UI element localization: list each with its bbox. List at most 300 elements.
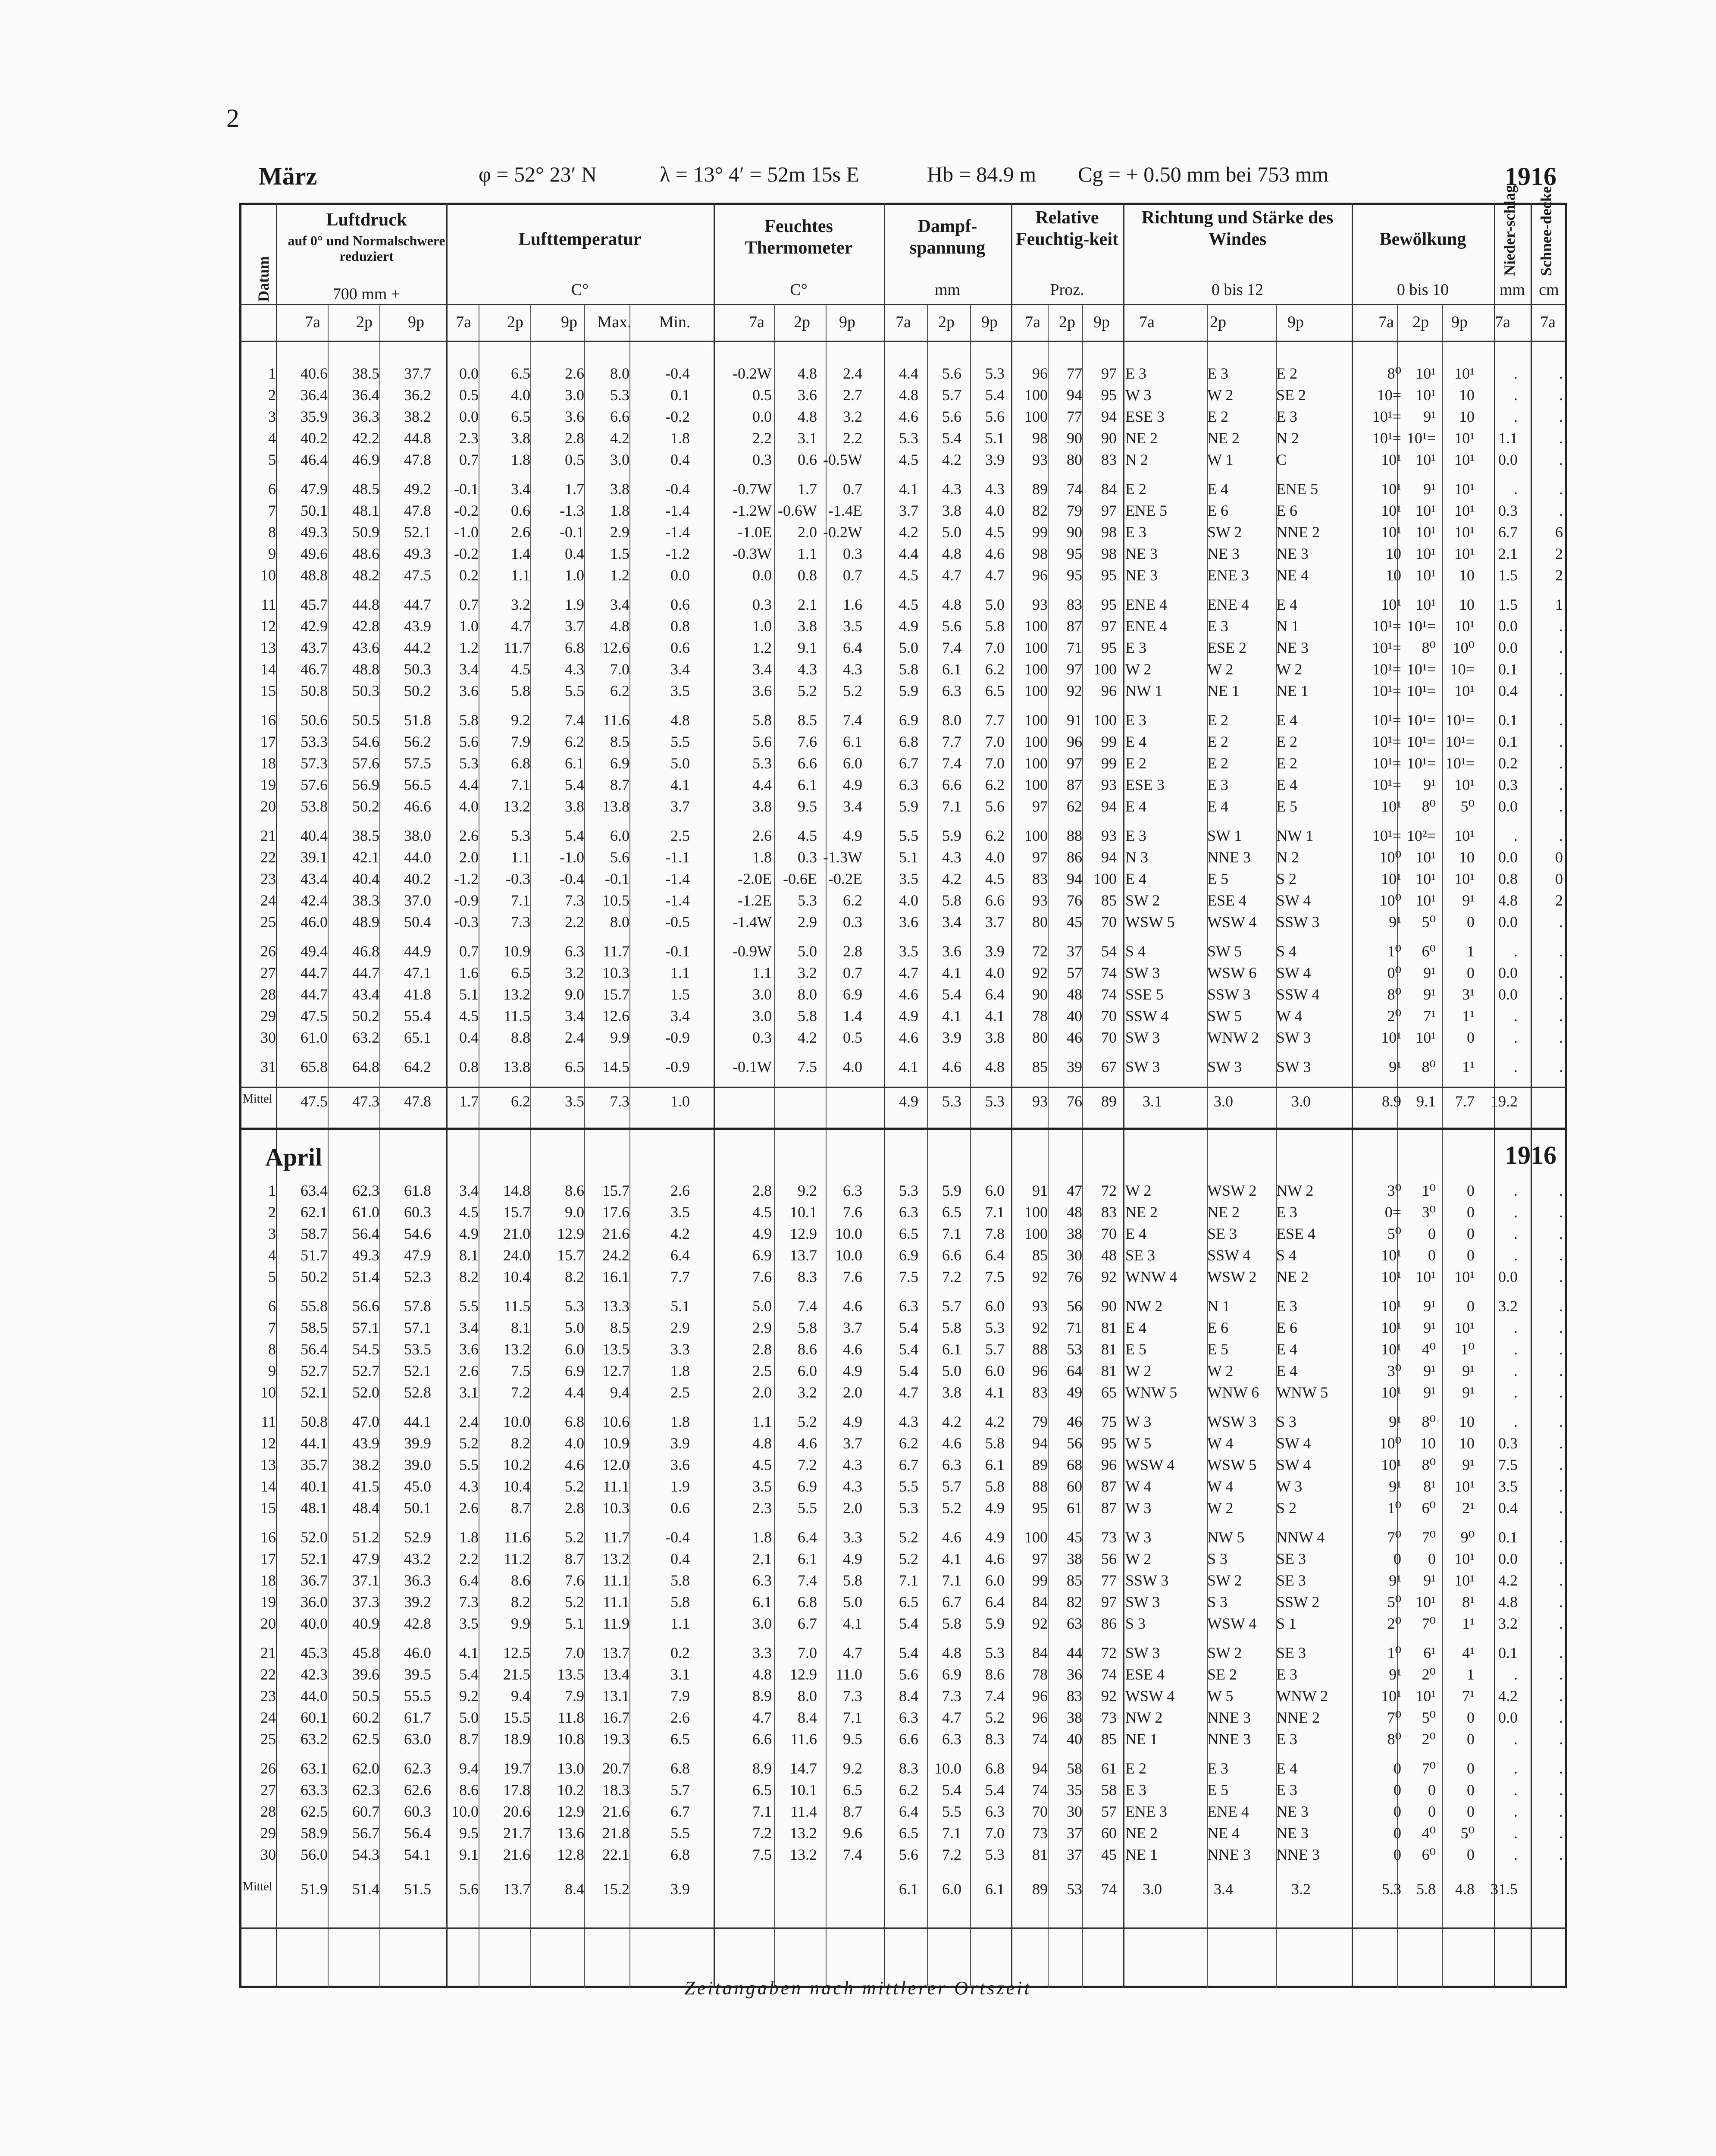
- table-cell: S 4: [1125, 943, 1146, 960]
- table-cell: 10¹: [1454, 682, 1475, 699]
- table-cell: 10¹: [1454, 827, 1475, 844]
- table-cell: 99: [1101, 733, 1117, 750]
- table-cell: 6.9: [899, 711, 918, 729]
- table-cell: SW 2: [1207, 1572, 1242, 1589]
- table-row: [239, 754, 1567, 775]
- table-cell: 13.7: [602, 1644, 629, 1661]
- table-cell: 6.2: [985, 827, 1005, 844]
- table-cell: 7.0: [985, 755, 1005, 772]
- table-cell: 5.2: [798, 1413, 817, 1430]
- table-cell: 8¹: [1423, 1478, 1436, 1495]
- table-cell: 3.7: [843, 1435, 862, 1452]
- table-cell: 10¹: [1454, 502, 1475, 519]
- table-cell: 8⁰: [1387, 365, 1401, 382]
- table-cell: 6.0: [798, 1362, 817, 1379]
- table-cell: E 4: [1276, 596, 1297, 613]
- table-cell: .: [1559, 1225, 1563, 1242]
- table-cell: 16.1: [602, 1268, 629, 1285]
- table-cell: 58: [1067, 1760, 1082, 1777]
- row-date: 12: [260, 617, 276, 635]
- table-cell: 95: [1101, 567, 1117, 584]
- table-cell: E 3: [1125, 639, 1146, 656]
- table-cell: 99: [1032, 523, 1048, 541]
- table-cell: 90: [1067, 523, 1082, 541]
- table-cell: 45: [1101, 1846, 1117, 1863]
- table-cell: 4.6: [985, 545, 1005, 562]
- table-cell: 2.9: [798, 913, 817, 931]
- table-cell: 0.3: [843, 913, 862, 931]
- mittel-label: Mittel: [243, 1880, 272, 1893]
- table-cell: 1.9: [670, 1478, 690, 1495]
- table-cell: 6.1: [985, 1456, 1005, 1473]
- table-cell: 7.5: [899, 1268, 918, 1285]
- table-cell: 5.3: [985, 1846, 1005, 1863]
- table-cell: 44.7: [352, 964, 379, 981]
- table-cell: 5.8: [942, 1319, 961, 1336]
- table-cell: 6.1: [798, 776, 817, 793]
- table-cell: 4⁰: [1422, 1341, 1436, 1358]
- table-cell: 56.5: [404, 776, 431, 793]
- table-row: [239, 566, 1567, 587]
- table-cell: 100: [1024, 408, 1048, 425]
- table-cell: 9.0: [565, 986, 584, 1003]
- table-cell: 10¹: [1454, 870, 1475, 887]
- table-cell: 79: [1067, 502, 1082, 519]
- table-cell: 47.1: [404, 964, 431, 981]
- table-cell: 10¹: [1415, 451, 1436, 468]
- table-cell: E 5: [1207, 1341, 1228, 1358]
- table-cell: SW 3: [1276, 1029, 1311, 1046]
- row-date: 28: [260, 1803, 276, 1820]
- table-cell: 8.5: [798, 711, 817, 729]
- table-cell: 3.4: [752, 661, 772, 678]
- table-cell: 0.3: [1498, 502, 1518, 519]
- table-cell: -1.1: [665, 849, 690, 866]
- table-cell: 1¹: [1462, 1058, 1475, 1075]
- table-cell: 9¹: [1462, 1384, 1475, 1401]
- table-cell: 55.8: [301, 1297, 328, 1315]
- table-cell: 11.2: [504, 1550, 530, 1567]
- table-cell: 84: [1101, 480, 1117, 498]
- footer-note: Zeitangaben nach mittlerer Ortszeit: [684, 1977, 1032, 1999]
- table-cell: 1.5: [610, 545, 629, 562]
- table-cell: 4.6: [942, 1435, 961, 1452]
- table-cell: 5.2: [565, 1529, 584, 1546]
- table-cell: 44.2: [404, 639, 431, 656]
- table-cell: .: [1514, 827, 1518, 844]
- table-cell: 96: [1032, 365, 1048, 382]
- table-cell: 51.8: [404, 711, 431, 729]
- table-cell: 5⁰: [1422, 913, 1436, 931]
- table-cell: 0.0: [752, 567, 772, 584]
- table-cell: 85: [1101, 1730, 1117, 1748]
- table-cell: 46.8: [352, 943, 379, 960]
- station-height: Hb = 84.9 m: [927, 162, 1036, 186]
- table-cell: 10¹: [1381, 1029, 1401, 1046]
- table-cell: 4.1: [459, 1644, 479, 1661]
- table-cell: SW 2: [1207, 523, 1242, 541]
- table-cell: 9¹: [1423, 986, 1436, 1003]
- table-cell: 4.8: [899, 386, 918, 404]
- table-cell: NW 2: [1125, 1297, 1163, 1315]
- table-cell: -0.2: [454, 545, 479, 562]
- table-cell: 2.6: [670, 1709, 690, 1726]
- row-date: 9: [268, 1362, 276, 1379]
- table-row: [239, 1781, 1567, 1802]
- table-row: [239, 1007, 1567, 1028]
- table-cell: 4.1: [899, 480, 918, 498]
- table-cell: -1.0: [560, 849, 584, 866]
- table-cell: 1.6: [459, 964, 479, 981]
- table-cell: 4.5: [985, 523, 1005, 541]
- table-cell: 85: [1032, 1247, 1048, 1264]
- table-row: [239, 639, 1567, 659]
- table-cell: .: [1559, 1203, 1563, 1221]
- table-cell: 80: [1067, 451, 1082, 468]
- table-cell: 6.1: [942, 1341, 961, 1358]
- table-cell: 4.1: [899, 1058, 918, 1075]
- table-cell: 1.7: [565, 480, 584, 498]
- table-cell: 1.2: [610, 567, 629, 584]
- table-cell: WSW 2: [1207, 1182, 1257, 1199]
- row-date: 27: [260, 964, 276, 981]
- table-cell: .: [1559, 1247, 1563, 1264]
- table-cell: 1.8: [459, 1529, 479, 1546]
- table-cell: 0.3: [752, 596, 772, 613]
- table-cell: 5.8: [942, 1615, 961, 1632]
- table-cell: 10.9: [602, 1435, 629, 1452]
- table-cell: 72: [1032, 943, 1048, 960]
- mittel-cell: 5.3: [942, 1093, 961, 1110]
- table-cell: 7.9: [565, 1687, 584, 1705]
- table-cell: 5.4: [899, 1319, 918, 1336]
- table-cell: 43.7: [301, 639, 328, 656]
- table-cell: SSW 4: [1125, 1007, 1169, 1025]
- table-cell: 0.0: [1498, 1709, 1518, 1726]
- table-cell: 8.4: [798, 1709, 817, 1726]
- table-cell: .: [1514, 1730, 1518, 1748]
- table-cell: 48: [1101, 1247, 1117, 1264]
- table-cell: 2.0: [459, 849, 479, 866]
- table-cell: 3.0: [752, 1615, 772, 1632]
- table-cell: 10.0: [835, 1247, 862, 1264]
- table-cell: 2.6: [565, 365, 584, 382]
- table-cell: 10¹: [1381, 870, 1401, 887]
- page-number: 2: [226, 104, 239, 132]
- table-cell: 48.9: [352, 913, 379, 931]
- table-row: [239, 711, 1567, 732]
- table-cell: 46.7: [301, 661, 328, 678]
- table-cell: 4.7: [985, 567, 1005, 584]
- mittel-cell: 51.5: [404, 1880, 431, 1898]
- subheader-cell: 2p: [507, 313, 523, 331]
- table-cell: 62.5: [352, 1730, 379, 1748]
- table-cell: S 3: [1207, 1550, 1228, 1567]
- table-cell: 10¹: [1415, 892, 1436, 909]
- table-cell: .: [1559, 1058, 1563, 1075]
- table-cell: 10¹: [1454, 451, 1475, 468]
- table-cell: 13.8: [602, 798, 629, 815]
- table-cell: 8⁰: [1422, 639, 1436, 656]
- table-cell: 42.4: [301, 892, 328, 909]
- table-cell: 9¹: [1423, 1362, 1436, 1379]
- table-cell: 4.0: [985, 964, 1005, 981]
- table-cell: 90: [1032, 986, 1048, 1003]
- table-cell: 21.6: [602, 1225, 629, 1242]
- subheader-cell: 2p: [1210, 313, 1226, 331]
- table-cell: 89: [1032, 480, 1048, 498]
- table-cell: 63.2: [352, 1029, 379, 1046]
- table-cell: 1.5: [1498, 596, 1518, 613]
- table-cell: 38.2: [404, 408, 431, 425]
- table-cell: 6.2: [899, 1435, 918, 1452]
- table-cell: 1.5: [670, 986, 690, 1003]
- table-cell: 10¹: [1454, 365, 1475, 382]
- col-wind-unit: 0 bis 12: [1211, 281, 1264, 299]
- table-cell: 3.6: [565, 408, 584, 425]
- table-cell: NE 2: [1207, 429, 1240, 447]
- table-cell: 3.6: [459, 1341, 479, 1358]
- table-cell: 7.6: [843, 1268, 862, 1285]
- table-cell: -0.2: [454, 502, 479, 519]
- table-cell: 2⁰: [1387, 1007, 1401, 1025]
- table-cell: 63.3: [301, 1781, 328, 1799]
- table-cell: 37.7: [404, 365, 431, 382]
- table-cell: 8⁰: [1422, 798, 1436, 815]
- table-cell: 1⁰: [1387, 1499, 1401, 1517]
- table-cell: 10.1: [790, 1781, 817, 1799]
- table-cell: 2.5: [670, 1384, 690, 1401]
- row-divider: [239, 1927, 1567, 1929]
- table-cell: WNW 5: [1276, 1384, 1328, 1401]
- table-cell: 15.7: [503, 1203, 530, 1221]
- table-cell: 50.5: [352, 1687, 379, 1705]
- table-cell: 100: [1024, 827, 1048, 844]
- table-cell: 10.0: [835, 1225, 862, 1242]
- table-cell: 3.9: [985, 451, 1005, 468]
- table-cell: 0.0: [1498, 1550, 1518, 1567]
- table-cell: 6.8: [985, 1760, 1005, 1777]
- table-cell: 10.4: [503, 1478, 530, 1495]
- table-cell: .: [1514, 1362, 1518, 1379]
- table-cell: 6.6: [942, 776, 961, 793]
- table-cell: 4.9: [843, 1550, 862, 1567]
- mittel-cell: 7.7: [1455, 1093, 1475, 1110]
- table-cell: 0.4: [670, 1550, 690, 1567]
- table-cell: 56.0: [301, 1846, 328, 1863]
- table-cell: -1.4E: [828, 502, 862, 519]
- table-cell: 6.4: [459, 1572, 479, 1589]
- table-cell: 46.4: [301, 451, 328, 468]
- table-cell: 10¹: [1415, 386, 1436, 404]
- table-cell: 46: [1067, 1413, 1082, 1430]
- mittel-cell: 3.5: [565, 1093, 584, 1110]
- subheader-cell: 7a: [749, 313, 764, 331]
- table-cell: 2.6: [459, 1499, 479, 1517]
- table-cell: 3.7: [985, 913, 1005, 931]
- table-cell: 0: [1555, 849, 1563, 866]
- mittel-cell: 3.2: [1291, 1880, 1311, 1898]
- table-cell: 6.3: [899, 1709, 918, 1726]
- row-date: 11: [261, 1413, 276, 1430]
- table-cell: 4.2: [1498, 1572, 1518, 1589]
- table-cell: 52.0: [301, 1529, 328, 1546]
- table-cell: E 3: [1125, 365, 1146, 382]
- table-cell: 7.1: [899, 1572, 918, 1589]
- table-cell: 60: [1067, 1478, 1082, 1495]
- table-cell: 10¹: [1381, 1384, 1401, 1401]
- table-cell: SE 2: [1276, 386, 1306, 404]
- table-cell: .: [1559, 1007, 1563, 1025]
- table-cell: 1.2: [459, 639, 479, 656]
- table-cell: SW 3: [1207, 1058, 1242, 1075]
- table-cell: 3.2: [1498, 1297, 1518, 1315]
- table-cell: 5.3: [511, 827, 530, 844]
- table-cell: 4.4: [899, 545, 918, 562]
- table-cell: 10¹: [1381, 523, 1401, 541]
- col-luftdruck-unit: 700 mm +: [332, 285, 401, 303]
- row-divider: [239, 1087, 1567, 1088]
- table-cell: 54.6: [404, 1225, 431, 1242]
- table-cell: 4.2: [985, 1413, 1005, 1430]
- table-cell: 92: [1101, 1687, 1117, 1705]
- table-cell: 8.2: [511, 1435, 530, 1452]
- table-cell: 10¹: [1454, 545, 1475, 562]
- table-cell: 7¹: [1423, 1007, 1436, 1025]
- table-cell: 47.5: [301, 1007, 328, 1025]
- table-cell: 0⁰: [1387, 964, 1401, 981]
- table-cell: 9¹: [1423, 1297, 1436, 1315]
- table-cell: 0.7: [843, 567, 862, 584]
- table-cell: 8.1: [511, 1319, 530, 1336]
- table-cell: 52.1: [404, 523, 431, 541]
- table-cell: 52.7: [352, 1362, 379, 1379]
- table-cell: 36.0: [301, 1593, 328, 1611]
- row-date: 18: [260, 755, 276, 772]
- table-cell: 4.1: [843, 1615, 862, 1632]
- table-cell: .: [1559, 1644, 1563, 1661]
- table-cell: SE 2: [1207, 1666, 1237, 1683]
- table-cell: SW 3: [1125, 1058, 1160, 1075]
- table-cell: 5.4: [899, 1644, 918, 1661]
- table-cell: 10¹: [1454, 1478, 1475, 1495]
- table-cell: 94: [1032, 1760, 1048, 1777]
- table-cell: 60.2: [352, 1709, 379, 1726]
- table-cell: 1.8: [670, 429, 690, 447]
- table-cell: 44.7: [404, 596, 431, 613]
- table-cell: 62.0: [352, 1760, 379, 1777]
- table-cell: 36.7: [301, 1572, 328, 1589]
- table-cell: 4.5: [752, 1456, 772, 1473]
- table-cell: 0: [1393, 1803, 1401, 1820]
- table-cell: 43.4: [352, 986, 379, 1003]
- col-wind: Richtung und Stärke des Windes: [1141, 208, 1334, 249]
- table-cell: 10¹=: [1406, 733, 1436, 750]
- table-cell: 4.2: [942, 451, 961, 468]
- table-cell: 40: [1067, 1007, 1082, 1025]
- table-cell: WSW 4: [1207, 1615, 1257, 1632]
- table-cell: 51.4: [352, 1268, 379, 1285]
- row-date: 26: [260, 943, 276, 960]
- table-cell: 0.0: [1498, 451, 1518, 468]
- table-cell: E 4: [1276, 776, 1297, 793]
- table-cell: 10¹: [1454, 429, 1475, 447]
- table-cell: .: [1559, 480, 1563, 498]
- table-cell: 10: [1459, 408, 1475, 425]
- table-cell: 6.8: [670, 1760, 690, 1777]
- table-cell: 2.4: [565, 1029, 584, 1046]
- table-cell: 6.4: [985, 1593, 1005, 1611]
- table-cell: 0=: [1384, 1203, 1401, 1221]
- table-cell: 100: [1024, 1203, 1048, 1221]
- row-date: 19: [260, 776, 276, 793]
- table-cell: 19.3: [602, 1730, 629, 1748]
- table-cell: 10¹: [1381, 1297, 1401, 1315]
- table-cell: NE 2: [1125, 429, 1158, 447]
- table-cell: 94: [1067, 870, 1082, 887]
- table-row: [239, 364, 1567, 385]
- table-cell: 41.8: [404, 986, 431, 1003]
- table-cell: 5.7: [670, 1781, 690, 1799]
- table-cell: WNW 2: [1207, 1029, 1259, 1046]
- table-cell: 89: [1032, 1456, 1048, 1473]
- table-cell: 86: [1101, 1615, 1117, 1632]
- table-cell: 44.0: [301, 1687, 328, 1705]
- table-cell: ENE 4: [1207, 596, 1249, 613]
- table-cell: WNW 6: [1207, 1384, 1259, 1401]
- table-cell: 6.6: [899, 1730, 918, 1748]
- table-cell: 4.6: [942, 1058, 961, 1075]
- table-cell: 10¹: [1415, 849, 1436, 866]
- mittel-cell: 31.5: [1491, 1880, 1518, 1898]
- table-cell: 79: [1032, 1413, 1048, 1430]
- table-cell: 0.4: [459, 1029, 479, 1046]
- table-cell: 0.0: [459, 365, 479, 382]
- table-cell: 11.1: [603, 1593, 629, 1611]
- table-cell: 77: [1067, 408, 1082, 425]
- table-cell: 4.6: [899, 408, 918, 425]
- table-cell: W 3: [1125, 386, 1152, 404]
- table-cell: 5.3: [752, 755, 772, 772]
- table-cell: 45.7: [301, 596, 328, 613]
- table-cell: 4.4: [752, 776, 772, 793]
- table-cell: 40.4: [301, 827, 328, 844]
- table-cell: 24.0: [503, 1247, 530, 1264]
- table-cell: 97: [1032, 798, 1048, 815]
- table-cell: .: [1514, 1007, 1518, 1025]
- table-cell: 2.2: [843, 429, 862, 447]
- table-cell: 5.3: [899, 429, 918, 447]
- table-cell: 6.2: [610, 682, 629, 699]
- table-cell: 7.5: [511, 1362, 530, 1379]
- table-cell: 0.1: [1498, 711, 1518, 729]
- table-cell: E 4: [1276, 1760, 1297, 1777]
- table-cell: 7.2: [798, 1456, 817, 1473]
- table-cell: 62.3: [404, 1760, 431, 1777]
- table-cell: 4.8: [1498, 892, 1518, 909]
- table-cell: 7.2: [511, 1384, 530, 1401]
- table-cell: 88: [1032, 1341, 1048, 1358]
- table-cell: -0.4: [665, 480, 690, 498]
- table-cell: 1.8: [511, 451, 530, 468]
- table-cell: 7.2: [752, 1824, 772, 1842]
- table-cell: E 4: [1125, 1319, 1146, 1336]
- table-cell: 37.1: [352, 1572, 379, 1589]
- table-cell: 100: [1024, 755, 1048, 772]
- table-cell: 10=: [1377, 386, 1401, 404]
- table-cell: 2.5: [752, 1362, 772, 1379]
- table-cell: 10¹: [1454, 523, 1475, 541]
